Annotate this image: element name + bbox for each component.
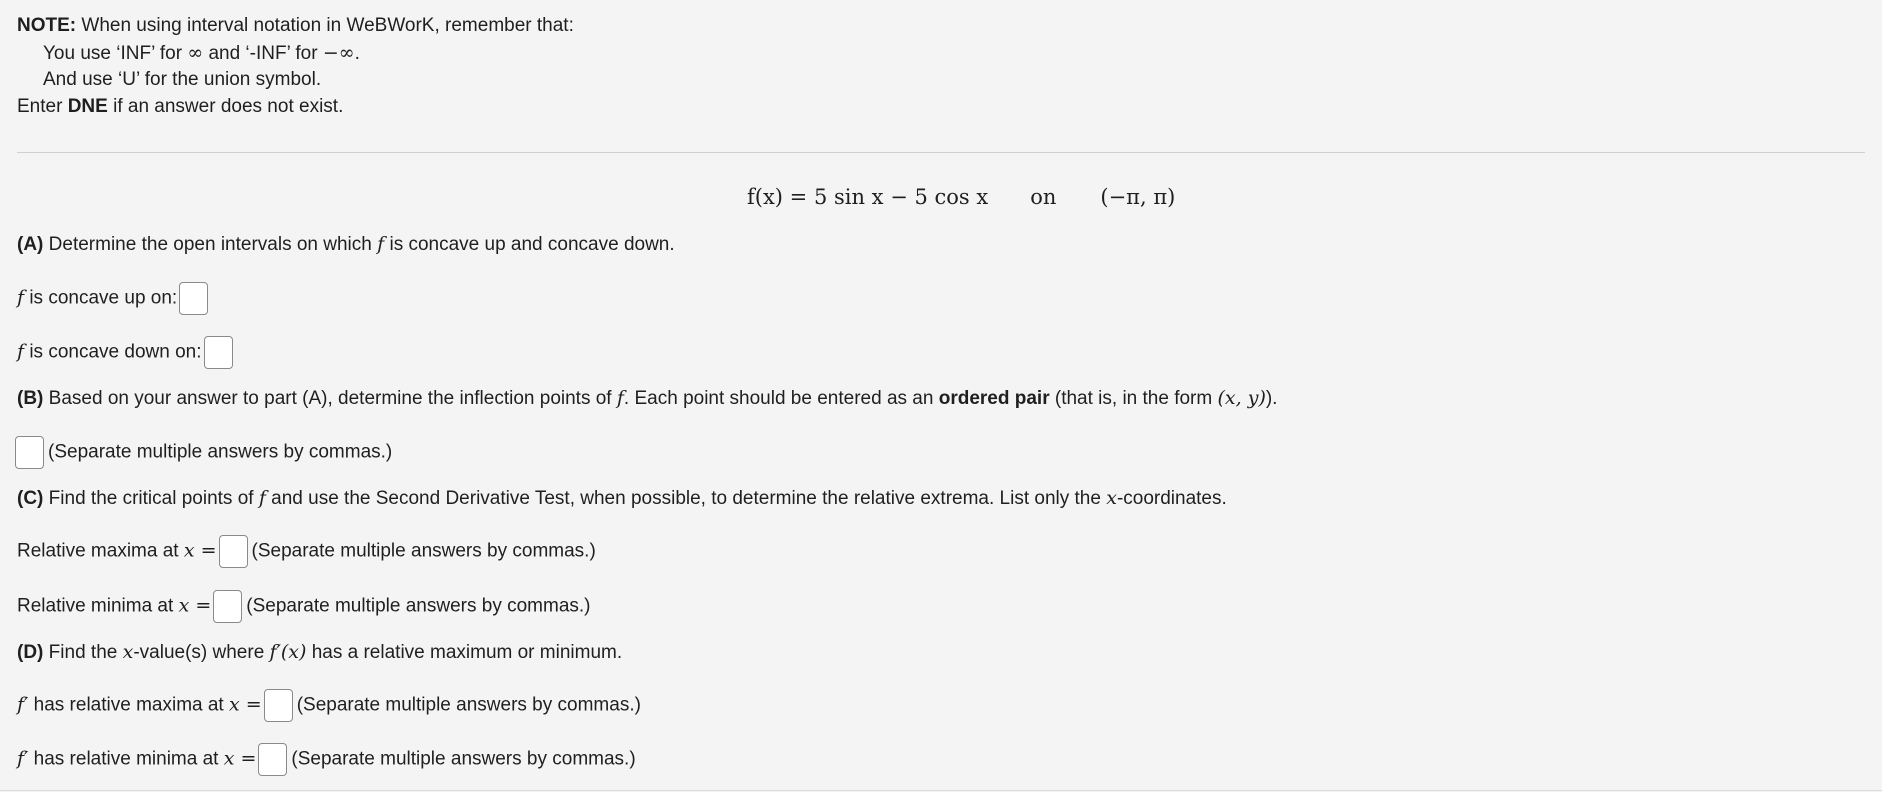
fprime-max-fp: f′: [17, 693, 29, 716]
formula-on: on: [1030, 185, 1057, 209]
part-b-label: (B): [17, 388, 44, 409]
part-b-f: f: [616, 387, 624, 409]
part-c-text-c: -coordinates.: [1116, 488, 1227, 509]
part-b-form: (x, y): [1217, 387, 1266, 409]
concave-up-input[interactable]: [179, 282, 208, 315]
function-formula: [747, 185, 1175, 209]
part-c-text-a: Find the critical points of: [48, 488, 254, 509]
part-a-f: f: [377, 233, 385, 255]
part-d-text-a: Find the: [48, 642, 118, 663]
relative-min-row: [17, 590, 591, 623]
part-d-text-c: has a relative maximum or minimum.: [311, 642, 623, 663]
relative-min-eq: x =: [178, 594, 212, 617]
part-d-text-b: -value(s) where: [133, 642, 265, 663]
fprime-max-eq: x =: [229, 693, 262, 716]
part-a-label: (A): [17, 234, 44, 255]
note-inf-line: [43, 41, 360, 66]
note-intro: When using interval notation in WeBWorK, remember that:: [81, 15, 574, 36]
part-d-label: (D): [17, 642, 44, 663]
part-c-question: [17, 486, 1227, 511]
part-a-text-b: is concave up and concave down.: [389, 234, 675, 255]
part-a-text-a: Determine the open intervals on which: [48, 234, 372, 255]
note-inf-text: You use ‘INF’ for: [43, 43, 183, 64]
part-c-x: x: [1106, 487, 1117, 509]
note-intro-line: [17, 14, 574, 38]
part-a-question: [17, 232, 675, 257]
part-d-x: x: [122, 641, 134, 663]
infinity-symbol: ∞: [187, 42, 204, 64]
concave-up-f: f: [17, 286, 25, 309]
fprime-min-eq: x =: [223, 747, 257, 770]
formula-interval: (−π, π): [1100, 185, 1176, 209]
relative-min-label: Relative minima at: [17, 595, 174, 617]
dne-bold: DNE: [67, 96, 108, 117]
inflection-row: [15, 436, 392, 469]
note-dne-line: [17, 95, 343, 119]
neg-infinity-symbol: −∞: [322, 42, 355, 64]
fprime-min-row: [17, 743, 636, 776]
fprime-max-row: [17, 689, 641, 722]
function-definition: f(x) = 5 sin x − 5 cos x: [747, 185, 989, 209]
relative-max-input[interactable]: [219, 535, 248, 568]
inflection-points-input[interactable]: [15, 436, 44, 469]
note-title: NOTE:: [17, 15, 77, 36]
bottom-border: [0, 790, 1882, 791]
part-b-text-b: . Each point should be entered as an: [623, 388, 934, 409]
fprime-min-label: has relative minima at: [33, 748, 219, 770]
concave-down-input[interactable]: [204, 336, 233, 369]
part-b-text-c: (that is, in the form: [1054, 388, 1213, 409]
fprime-min-hint: (Separate multiple answers by commas.): [291, 748, 636, 770]
relative-max-label: Relative maxima at: [17, 540, 179, 562]
part-d-fprime: f′(x): [269, 641, 307, 663]
fprime-max-input[interactable]: [264, 689, 293, 722]
relative-max-row: [17, 535, 596, 568]
concave-up-row: [17, 282, 212, 315]
relative-min-input[interactable]: [213, 590, 242, 623]
part-d-question: [17, 640, 622, 665]
inflection-hint: (Separate multiple answers by commas.): [48, 441, 393, 463]
note-period: .: [354, 43, 360, 64]
relative-min-hint: (Separate multiple answers by commas.): [246, 595, 591, 617]
relative-max-eq: x =: [183, 539, 217, 562]
dne-text-a: Enter: [17, 96, 63, 117]
part-b-bold: ordered pair: [938, 388, 1050, 409]
part-b-question: [17, 386, 1277, 411]
dne-text-b: if an answer does not exist.: [113, 96, 344, 117]
concave-down-label: is concave down on:: [29, 341, 202, 363]
concave-up-label: is concave up on:: [29, 287, 178, 309]
part-b-text-d: ).: [1265, 388, 1278, 409]
relative-max-hint: (Separate multiple answers by commas.): [251, 540, 596, 562]
fprime-min-fp: f′: [17, 747, 29, 770]
fprime-max-hint: (Separate multiple answers by commas.): [296, 694, 641, 716]
concave-down-f: f: [17, 340, 25, 363]
part-c-label: (C): [17, 488, 44, 509]
divider: [17, 152, 1865, 153]
part-c-f: f: [258, 487, 266, 509]
fprime-max-label: has relative maxima at: [33, 694, 224, 716]
part-c-text-b: and use the Second Derivative Test, when possible, to determine the relative extrema. List only the: [271, 488, 1101, 509]
note-union-line: And use ‘U’ for the union symbol.: [43, 69, 322, 90]
part-b-text-a: Based on your answer to part (A), determine the inflection points of: [48, 388, 612, 409]
fprime-min-input[interactable]: [258, 743, 287, 776]
note-neg-inf-text: and ‘-INF’ for: [208, 43, 318, 64]
concave-down-row: [17, 336, 237, 369]
